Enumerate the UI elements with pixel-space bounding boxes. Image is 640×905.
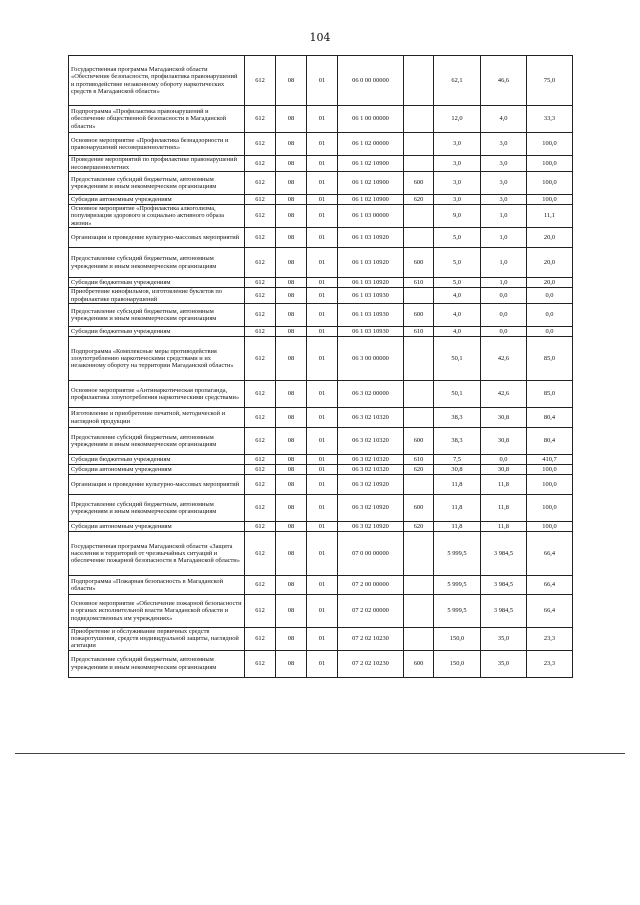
- row-v1-cell: 50,1: [434, 337, 481, 381]
- row-ministry-cell: 612: [245, 495, 276, 522]
- row-subsection-cell: 01: [307, 465, 338, 475]
- table-row: [69, 133, 573, 156]
- row-name-cell: Основное мероприятие «Обеспечение пожарной безопасности в органах исполнительной власти Магаданской области и подведомственных им учреждениях»: [69, 595, 245, 628]
- row-section-cell: 08: [276, 172, 307, 195]
- row-target-cell: 06 1 02 10900: [338, 156, 404, 172]
- row-expense-type-cell: [404, 133, 434, 156]
- table-row: [69, 495, 573, 522]
- row-v2-cell: 1,0: [481, 248, 527, 278]
- table-row: [69, 475, 573, 495]
- row-ministry-cell: 612: [245, 628, 276, 651]
- row-section-cell: 08: [276, 408, 307, 428]
- row-v1-cell: 7,5: [434, 455, 481, 465]
- budget-table: [68, 55, 573, 678]
- row-name-cell: Субсидии бюджетным учреждениям: [69, 327, 245, 337]
- table-row: [69, 522, 573, 532]
- row-target-cell: 06 3 02 00000: [338, 381, 404, 408]
- row-target-cell: 06 3 02 10920: [338, 475, 404, 495]
- row-v1-cell: 3,0: [434, 195, 481, 205]
- row-target-cell: 06 1 03 10930: [338, 327, 404, 337]
- row-expense-type-cell: 600: [404, 248, 434, 278]
- row-v2-cell: 0,0: [481, 304, 527, 327]
- page-divider-line: [15, 753, 625, 754]
- table-row: [69, 595, 573, 628]
- row-name-cell: Субсидии автономным учреждениям: [69, 522, 245, 532]
- row-target-cell: 06 3 02 10320: [338, 455, 404, 465]
- row-section-cell: 08: [276, 465, 307, 475]
- row-section-cell: 08: [276, 327, 307, 337]
- row-subsection-cell: 01: [307, 650, 338, 677]
- row-subsection-cell: 01: [307, 428, 338, 455]
- table-row: [69, 465, 573, 475]
- row-name-cell: Подпрограмма «Комплексные меры противодействия злоупотреблению наркотическими средствами и их незаконному обороту на территории Магаданской области»: [69, 337, 245, 381]
- row-expense-type-cell: [404, 337, 434, 381]
- row-name-cell: Предоставление субсидий бюджетным, автономным учреждениям и иным некоммерческим организациям: [69, 495, 245, 522]
- row-v2-cell: 3 984,5: [481, 576, 527, 595]
- row-section-cell: 08: [276, 628, 307, 651]
- row-subsection-cell: 01: [307, 278, 338, 288]
- row-name-cell: Предоставление субсидий бюджетным, автономным учреждениям и иным некоммерческим организациям: [69, 172, 245, 195]
- row-v3-cell: 0,0: [527, 304, 573, 327]
- row-subsection-cell: 01: [307, 106, 338, 133]
- row-v2-cell: 11,8: [481, 522, 527, 532]
- row-subsection-cell: 01: [307, 408, 338, 428]
- table-row: [69, 532, 573, 576]
- row-section-cell: 08: [276, 288, 307, 304]
- row-ministry-cell: 612: [245, 595, 276, 628]
- row-v2-cell: 3,0: [481, 195, 527, 205]
- row-target-cell: 06 3 00 00000: [338, 337, 404, 381]
- table-row: [69, 408, 573, 428]
- row-expense-type-cell: 610: [404, 455, 434, 465]
- row-v1-cell: 38,3: [434, 408, 481, 428]
- row-subsection-cell: 01: [307, 205, 338, 228]
- row-v3-cell: 0,0: [527, 327, 573, 337]
- row-target-cell: 07 2 02 10230: [338, 628, 404, 651]
- row-name-cell: Приобретение кинофильмов, изготовление буклетов по профилактике правонарушений: [69, 288, 245, 304]
- row-target-cell: 06 1 03 10930: [338, 288, 404, 304]
- row-expense-type-cell: 600: [404, 495, 434, 522]
- row-v2-cell: 30,8: [481, 465, 527, 475]
- row-name-cell: Проведение мероприятий по профилактике правонарушений несовершеннолетних: [69, 156, 245, 172]
- row-name-cell: Субсидии бюджетным учреждениям: [69, 455, 245, 465]
- row-expense-type-cell: 610: [404, 278, 434, 288]
- row-ministry-cell: 612: [245, 278, 276, 288]
- row-expense-type-cell: [404, 576, 434, 595]
- row-v1-cell: 5,0: [434, 248, 481, 278]
- row-expense-type-cell: 600: [404, 304, 434, 327]
- row-ministry-cell: 612: [245, 650, 276, 677]
- row-subsection-cell: 01: [307, 56, 338, 106]
- row-v3-cell: 66,4: [527, 532, 573, 576]
- row-subsection-cell: 01: [307, 455, 338, 465]
- row-section-cell: 08: [276, 56, 307, 106]
- row-expense-type-cell: 620: [404, 195, 434, 205]
- row-section-cell: 08: [276, 595, 307, 628]
- row-v3-cell: 0,0: [527, 288, 573, 304]
- row-target-cell: 06 1 03 10920: [338, 228, 404, 248]
- row-ministry-cell: 612: [245, 475, 276, 495]
- row-v2-cell: 3 984,5: [481, 532, 527, 576]
- row-v3-cell: 100,0: [527, 195, 573, 205]
- row-ministry-cell: 612: [245, 172, 276, 195]
- table-row: [69, 278, 573, 288]
- table-row: [69, 428, 573, 455]
- row-target-cell: 07 2 02 00000: [338, 595, 404, 628]
- row-v3-cell: 23,3: [527, 628, 573, 651]
- row-name-cell: Основное мероприятие «Антинаркотическая пропаганда, профилактика злоупотребления наркотическими средствами»: [69, 381, 245, 408]
- row-target-cell: 06 1 03 10920: [338, 248, 404, 278]
- row-ministry-cell: 612: [245, 576, 276, 595]
- row-v2-cell: 11,8: [481, 495, 527, 522]
- row-subsection-cell: 01: [307, 475, 338, 495]
- row-target-cell: 07 2 02 10230: [338, 650, 404, 677]
- page-number: 104: [309, 31, 331, 44]
- row-ministry-cell: 612: [245, 428, 276, 455]
- row-v1-cell: 5,0: [434, 278, 481, 288]
- row-target-cell: 06 1 00 00000: [338, 106, 404, 133]
- row-v3-cell: 20,0: [527, 248, 573, 278]
- row-name-cell: Организация и проведение культурно-массовых мероприятий: [69, 228, 245, 248]
- row-v2-cell: 3,0: [481, 133, 527, 156]
- row-v1-cell: 9,0: [434, 205, 481, 228]
- row-expense-type-cell: 600: [404, 650, 434, 677]
- row-v3-cell: 100,0: [527, 133, 573, 156]
- row-ministry-cell: 612: [245, 288, 276, 304]
- row-v1-cell: 11,8: [434, 475, 481, 495]
- row-v3-cell: 20,0: [527, 278, 573, 288]
- row-ministry-cell: 612: [245, 156, 276, 172]
- row-subsection-cell: 01: [307, 532, 338, 576]
- row-name-cell: Субсидии автономным учреждениям: [69, 195, 245, 205]
- row-expense-type-cell: 620: [404, 522, 434, 532]
- row-v2-cell: 11,8: [481, 475, 527, 495]
- row-v3-cell: 80,4: [527, 408, 573, 428]
- row-v3-cell: 20,0: [527, 228, 573, 248]
- row-subsection-cell: 01: [307, 133, 338, 156]
- row-name-cell: Изготовление и приобретение печатной, методической и наглядной продукции: [69, 408, 245, 428]
- row-subsection-cell: 01: [307, 172, 338, 195]
- row-section-cell: 08: [276, 106, 307, 133]
- row-section-cell: 08: [276, 650, 307, 677]
- row-v1-cell: 4,0: [434, 288, 481, 304]
- row-v2-cell: 0,0: [481, 327, 527, 337]
- row-subsection-cell: 01: [307, 495, 338, 522]
- row-expense-type-cell: [404, 595, 434, 628]
- row-subsection-cell: 01: [307, 522, 338, 532]
- row-expense-type-cell: 620: [404, 465, 434, 475]
- row-v1-cell: 50,1: [434, 381, 481, 408]
- row-expense-type-cell: [404, 56, 434, 106]
- row-section-cell: 08: [276, 381, 307, 408]
- row-expense-type-cell: [404, 228, 434, 248]
- row-name-cell: Организация и проведение культурно-массовых мероприятий: [69, 475, 245, 495]
- row-target-cell: 06 3 02 10320: [338, 408, 404, 428]
- row-target-cell: 06 1 02 10900: [338, 195, 404, 205]
- row-subsection-cell: 01: [307, 628, 338, 651]
- row-target-cell: 06 3 02 10320: [338, 465, 404, 475]
- table-row: [69, 195, 573, 205]
- row-v1-cell: 3,0: [434, 172, 481, 195]
- row-section-cell: 08: [276, 475, 307, 495]
- row-v3-cell: 23,3: [527, 650, 573, 677]
- row-expense-type-cell: 610: [404, 327, 434, 337]
- row-section-cell: 08: [276, 532, 307, 576]
- row-v2-cell: 3,0: [481, 156, 527, 172]
- row-ministry-cell: 612: [245, 195, 276, 205]
- row-v2-cell: 30,8: [481, 428, 527, 455]
- row-v1-cell: 4,0: [434, 327, 481, 337]
- row-v3-cell: 410,7: [527, 455, 573, 465]
- row-name-cell: Предоставление субсидий бюджетным, автономным учреждениям и иным некоммерческим организациям: [69, 248, 245, 278]
- table-row: [69, 576, 573, 595]
- table-row: [69, 172, 573, 195]
- row-v3-cell: 11,1: [527, 205, 573, 228]
- row-ministry-cell: 612: [245, 455, 276, 465]
- row-v1-cell: 38,3: [434, 428, 481, 455]
- row-v1-cell: 5 999,5: [434, 576, 481, 595]
- row-section-cell: 08: [276, 248, 307, 278]
- row-v3-cell: 100,0: [527, 522, 573, 532]
- table-row: [69, 248, 573, 278]
- table-row: [69, 455, 573, 465]
- row-v3-cell: 100,0: [527, 495, 573, 522]
- row-expense-type-cell: [404, 106, 434, 133]
- row-ministry-cell: 612: [245, 304, 276, 327]
- row-subsection-cell: 01: [307, 304, 338, 327]
- row-v3-cell: 85,0: [527, 381, 573, 408]
- row-subsection-cell: 01: [307, 327, 338, 337]
- row-section-cell: 08: [276, 228, 307, 248]
- row-ministry-cell: 612: [245, 228, 276, 248]
- table-row: [69, 156, 573, 172]
- row-expense-type-cell: 600: [404, 428, 434, 455]
- row-ministry-cell: 612: [245, 56, 276, 106]
- table-row: [69, 304, 573, 327]
- table-row: [69, 56, 573, 106]
- row-section-cell: 08: [276, 304, 307, 327]
- row-ministry-cell: 612: [245, 327, 276, 337]
- row-v3-cell: 66,4: [527, 595, 573, 628]
- row-name-cell: Субсидии автономным учреждениям: [69, 465, 245, 475]
- row-v3-cell: 33,3: [527, 106, 573, 133]
- table-row: [69, 106, 573, 133]
- table-row: [69, 327, 573, 337]
- row-target-cell: 06 1 03 10930: [338, 304, 404, 327]
- row-section-cell: 08: [276, 576, 307, 595]
- row-subsection-cell: 01: [307, 576, 338, 595]
- row-ministry-cell: 612: [245, 205, 276, 228]
- row-subsection-cell: 01: [307, 288, 338, 304]
- row-expense-type-cell: [404, 475, 434, 495]
- row-target-cell: 06 0 00 00000: [338, 56, 404, 106]
- row-v1-cell: 150,0: [434, 628, 481, 651]
- row-section-cell: 08: [276, 495, 307, 522]
- row-target-cell: 06 1 03 10920: [338, 278, 404, 288]
- row-subsection-cell: 01: [307, 195, 338, 205]
- row-v1-cell: 11,8: [434, 495, 481, 522]
- row-name-cell: Государственная программа Магаданской области «Обеспечение безопасности, профилактика правонарушений и противодействие незаконному обороту наркотических средств в Магаданской области»: [69, 56, 245, 106]
- row-v3-cell: 66,4: [527, 576, 573, 595]
- table-row: [69, 628, 573, 651]
- row-v2-cell: 1,0: [481, 205, 527, 228]
- row-expense-type-cell: [404, 156, 434, 172]
- row-v2-cell: 46,6: [481, 56, 527, 106]
- row-v1-cell: 30,8: [434, 465, 481, 475]
- row-name-cell: Основное мероприятие «Профилактика безнадзорности и правонарушений несовершеннолетних»: [69, 133, 245, 156]
- row-target-cell: 06 3 02 10320: [338, 428, 404, 455]
- row-v1-cell: 5,0: [434, 228, 481, 248]
- row-v2-cell: 35,0: [481, 650, 527, 677]
- row-ministry-cell: 612: [245, 381, 276, 408]
- row-ministry-cell: 612: [245, 465, 276, 475]
- row-ministry-cell: 612: [245, 106, 276, 133]
- row-v3-cell: 100,0: [527, 465, 573, 475]
- row-name-cell: Предоставление субсидий бюджетным, автономным учреждениям и иным некоммерческим организациям: [69, 428, 245, 455]
- row-section-cell: 08: [276, 278, 307, 288]
- row-subsection-cell: 01: [307, 228, 338, 248]
- row-expense-type-cell: [404, 288, 434, 304]
- row-target-cell: 06 1 03 00000: [338, 205, 404, 228]
- row-v2-cell: 0,0: [481, 288, 527, 304]
- row-name-cell: Государственная программа Магаданской области «Защита населения и территорий от чрезвычайных ситуаций и обеспечение пожарной безопасности в Магаданской области»: [69, 532, 245, 576]
- row-v1-cell: 4,0: [434, 304, 481, 327]
- row-target-cell: 06 3 02 10920: [338, 495, 404, 522]
- table-row: [69, 288, 573, 304]
- row-name-cell: Подпрограмма «Пожарная безопасность в Магаданской области»: [69, 576, 245, 595]
- row-expense-type-cell: [404, 205, 434, 228]
- row-name-cell: Основное мероприятие «Профилактика алкоголизма, популяризация здорового и социально активного образа жизни»: [69, 205, 245, 228]
- row-v2-cell: 3 984,5: [481, 595, 527, 628]
- row-section-cell: 08: [276, 156, 307, 172]
- table-row: [69, 650, 573, 677]
- row-expense-type-cell: [404, 381, 434, 408]
- row-ministry-cell: 612: [245, 337, 276, 381]
- row-name-cell: Субсидии бюджетным учреждениям: [69, 278, 245, 288]
- row-v2-cell: 42,6: [481, 381, 527, 408]
- row-ministry-cell: 612: [245, 133, 276, 156]
- row-target-cell: 07 0 00 00000: [338, 532, 404, 576]
- row-target-cell: 06 1 02 10900: [338, 172, 404, 195]
- row-v3-cell: 75,0: [527, 56, 573, 106]
- row-v1-cell: 5 999,5: [434, 595, 481, 628]
- row-v2-cell: 30,8: [481, 408, 527, 428]
- row-name-cell: Предоставление субсидий бюджетным, автономным учреждениям и иным некоммерческим организациям: [69, 650, 245, 677]
- row-section-cell: 08: [276, 337, 307, 381]
- row-v2-cell: 4,0: [481, 106, 527, 133]
- row-name-cell: Предоставление субсидий бюджетным, автономным учреждениям и иным некоммерческим организациям: [69, 304, 245, 327]
- row-expense-type-cell: [404, 628, 434, 651]
- table-row: [69, 205, 573, 228]
- row-expense-type-cell: [404, 408, 434, 428]
- row-v3-cell: 80,4: [527, 428, 573, 455]
- row-name-cell: Подпрограмма «Профилактика правонарушений и обеспечение общественной безопасности в Магаданской области»: [69, 106, 245, 133]
- row-name-cell: Приобретение и обслуживание первичных средств пожаротушения, средств индивидуальной защиты, наглядной агитации: [69, 628, 245, 651]
- row-section-cell: 08: [276, 195, 307, 205]
- row-ministry-cell: 612: [245, 532, 276, 576]
- row-v3-cell: 100,0: [527, 172, 573, 195]
- row-subsection-cell: 01: [307, 248, 338, 278]
- row-section-cell: 08: [276, 428, 307, 455]
- row-ministry-cell: 612: [245, 408, 276, 428]
- row-section-cell: 08: [276, 455, 307, 465]
- row-v1-cell: 3,0: [434, 156, 481, 172]
- row-v3-cell: 100,0: [527, 156, 573, 172]
- row-v2-cell: 35,0: [481, 628, 527, 651]
- row-ministry-cell: 612: [245, 248, 276, 278]
- row-ministry-cell: 612: [245, 522, 276, 532]
- row-subsection-cell: 01: [307, 595, 338, 628]
- table-row: [69, 228, 573, 248]
- row-subsection-cell: 01: [307, 381, 338, 408]
- row-section-cell: 08: [276, 522, 307, 532]
- row-v2-cell: 0,0: [481, 455, 527, 465]
- row-target-cell: 06 3 02 10920: [338, 522, 404, 532]
- row-target-cell: 07 2 00 00000: [338, 576, 404, 595]
- row-subsection-cell: 01: [307, 337, 338, 381]
- row-section-cell: 08: [276, 133, 307, 156]
- row-v3-cell: 100,0: [527, 475, 573, 495]
- row-expense-type-cell: [404, 532, 434, 576]
- table-row: [69, 381, 573, 408]
- row-v2-cell: 3,0: [481, 172, 527, 195]
- row-v2-cell: 1,0: [481, 278, 527, 288]
- table-row: [69, 337, 573, 381]
- row-v1-cell: 150,0: [434, 650, 481, 677]
- row-v1-cell: 62,1: [434, 56, 481, 106]
- row-v2-cell: 42,6: [481, 337, 527, 381]
- row-v1-cell: 12,0: [434, 106, 481, 133]
- row-section-cell: 08: [276, 205, 307, 228]
- row-v2-cell: 1,0: [481, 228, 527, 248]
- row-expense-type-cell: 600: [404, 172, 434, 195]
- row-v3-cell: 85,0: [527, 337, 573, 381]
- row-v1-cell: 3,0: [434, 133, 481, 156]
- row-v1-cell: 11,8: [434, 522, 481, 532]
- row-subsection-cell: 01: [307, 156, 338, 172]
- row-v1-cell: 5 999,5: [434, 532, 481, 576]
- row-target-cell: 06 1 02 00000: [338, 133, 404, 156]
